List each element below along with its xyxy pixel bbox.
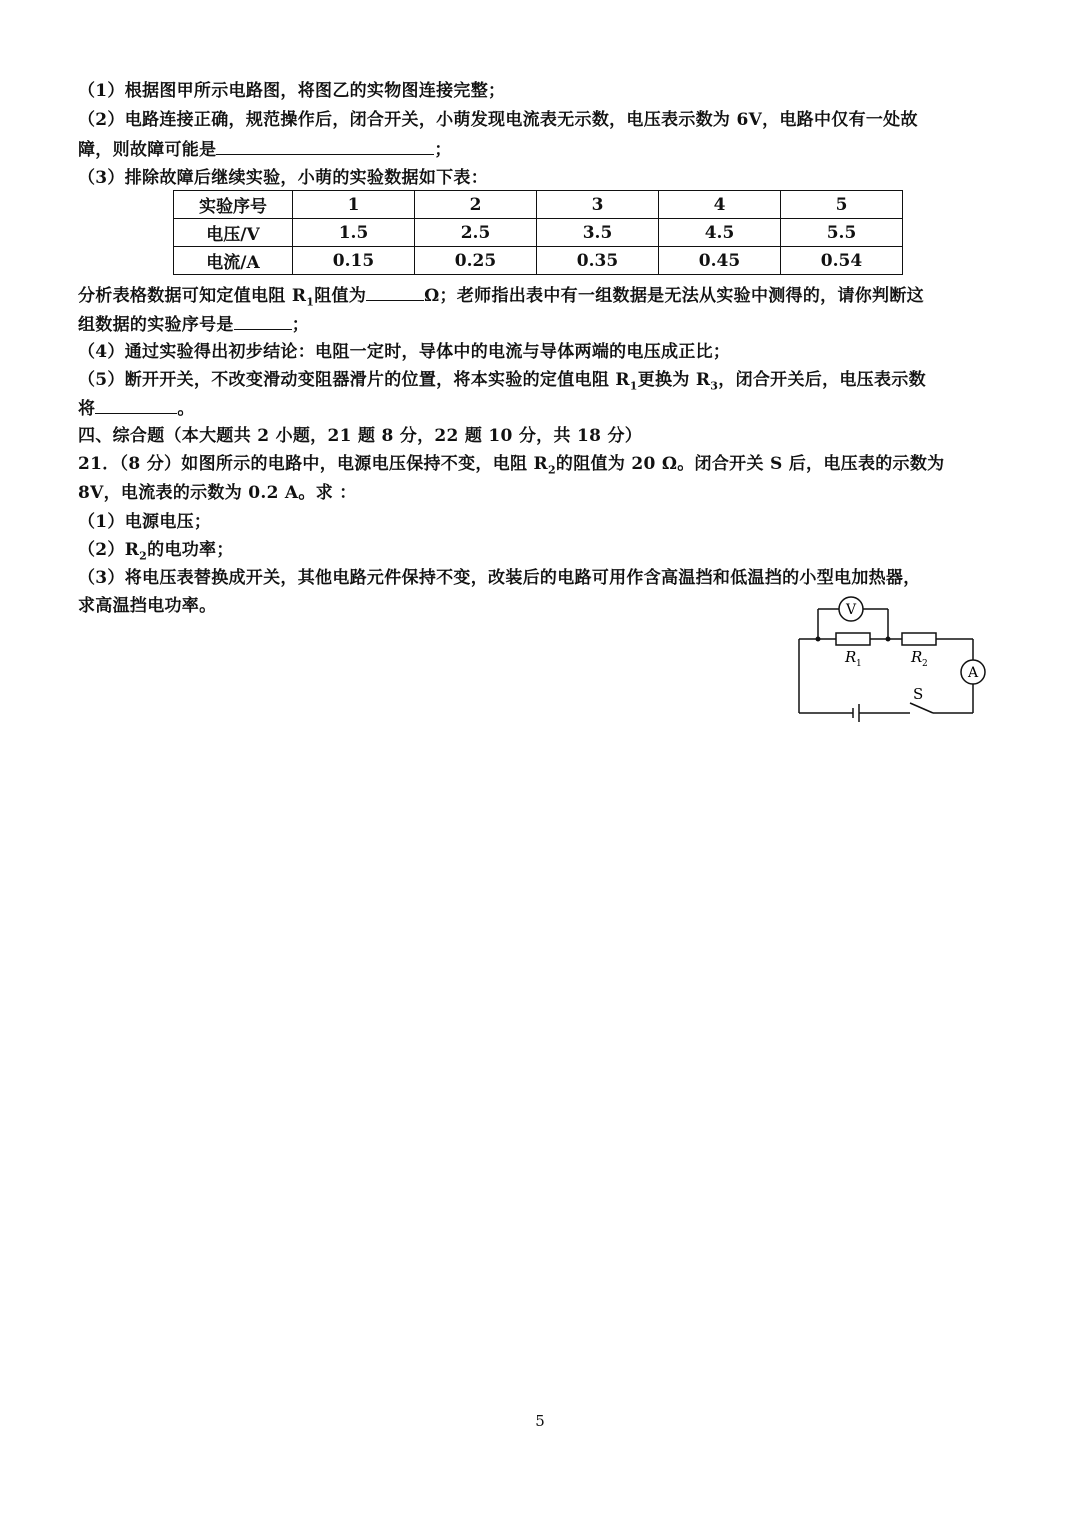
text: 组数据的实验序号是 [78,315,234,335]
answer-blank-sequence[interactable] [234,313,292,330]
subscript: 2 [139,549,148,563]
question-part-5-cont [78,397,195,420]
resistor-r2-icon [902,633,936,645]
table-cell: 1 [293,191,415,219]
question-analysis [78,284,924,307]
table-cell: 3.5 [537,219,659,247]
page-number: 5 [535,1412,545,1430]
table-cell: 0.25 [415,247,537,275]
subscript: 1 [306,295,315,309]
question-21-part-2 [78,539,234,561]
switch-label: S [913,685,924,703]
subscript: 3 [710,379,719,393]
text: 的电功率； [147,540,234,560]
text: ； [291,315,310,335]
table-cell: 2 [415,191,537,219]
table-cell: 电压/V [174,219,293,247]
table-row [174,247,903,275]
table-cell: 0.15 [293,247,415,275]
question-21-cont: 8V，电流表的示数为 0.2 A。求 ： [78,483,357,503]
question-21-part-1: （1）电源电压； [78,512,212,532]
section-heading: 四、综合题（本大题共 2 小题，21 题 8 分，22 题 10 分，共 18 分） [78,426,643,446]
answer-blank-voltmeter[interactable] [95,397,177,414]
text: （5）断开开关，不改变滑动变阻器滑片的位置，将本实验的定值电阻 R [78,370,630,390]
question-21 [78,453,944,475]
table-cell: 4 [659,191,781,219]
r2-subscript: 2 [922,659,928,669]
text: 的阻值为 20 Ω。闭合开关 S 后，电压表的示数为 [555,454,945,474]
data-table [173,190,903,275]
table-row [174,191,903,219]
text: （2）R [78,540,140,560]
table-cell: 电流/A [174,247,293,275]
table-cell: 5.5 [781,219,903,247]
text: 更换为 R [637,370,711,390]
table-cell: 0.45 [659,247,781,275]
table-cell: 1.5 [293,219,415,247]
subscript: 1 [629,379,638,393]
text: 障，则故障可能是 [78,140,217,160]
question-part-1: （1）根据图甲所示电路图，将图乙的实物图连接完整； [78,81,506,101]
text: 阻值为 [314,286,367,306]
text: Ω；老师指出表中有一组数据是无法从实验中测得的，请你判断这 [424,286,924,306]
question-21-part-3: （3）将电压表替换成开关，其他电路元件保持不变，改装后的电路可用作含高温挡和低温挡的小型电加热器， [78,568,921,588]
junction-dot [816,637,821,642]
table-cell: 0.35 [537,247,659,275]
question-part-3: （3）排除故障后继续实验，小萌的实验数据如下表： [78,168,489,188]
table-cell: 4.5 [659,219,781,247]
text: 将 [78,399,96,419]
question-analysis-cont [78,313,309,336]
r1-label: R [845,648,857,666]
resistor-r1-icon [836,633,870,645]
question-21-part-3-cont: 求高温挡电功率。 [78,596,217,616]
voltmeter-label: V [845,602,857,618]
question-part-4: （4）通过实验得出初步结论：电阻一定时，导体中的电流与导体两端的电压成正比； [78,342,731,362]
question-part-5 [78,369,926,391]
ammeter-label: A [967,665,979,681]
answer-blank-resistance[interactable] [366,284,424,301]
circuit-diagram [790,595,990,730]
r1-subscript: 1 [856,659,862,669]
table-row [174,219,903,247]
question-part-2: （2）电路连接正确，规范操作后，闭合开关，小萌发现电流表无示数，电压表示数为 6V，电路中仅有一处故 [78,110,918,130]
text: ； [434,140,452,160]
answer-blank-fault[interactable] [216,138,434,155]
junction-dot [886,637,891,642]
switch-icon [910,703,933,713]
table-cell: 实验序号 [174,191,293,219]
text: 分析表格数据可知定值电阻 R [78,286,307,306]
r2-label: R [911,648,923,666]
text: ，闭合开关后，电压表示数 [718,370,926,390]
table-cell: 2.5 [415,219,537,247]
table-cell: 3 [537,191,659,219]
table-cell: 5 [781,191,903,219]
subscript: 2 [547,463,556,477]
text: 。 [177,399,195,419]
question-part-2-cont [78,138,452,161]
table-cell: 0.54 [781,247,903,275]
text: 21．（8 分）如图所示的电路中，电源电压保持不变，电阻 R [78,454,548,474]
